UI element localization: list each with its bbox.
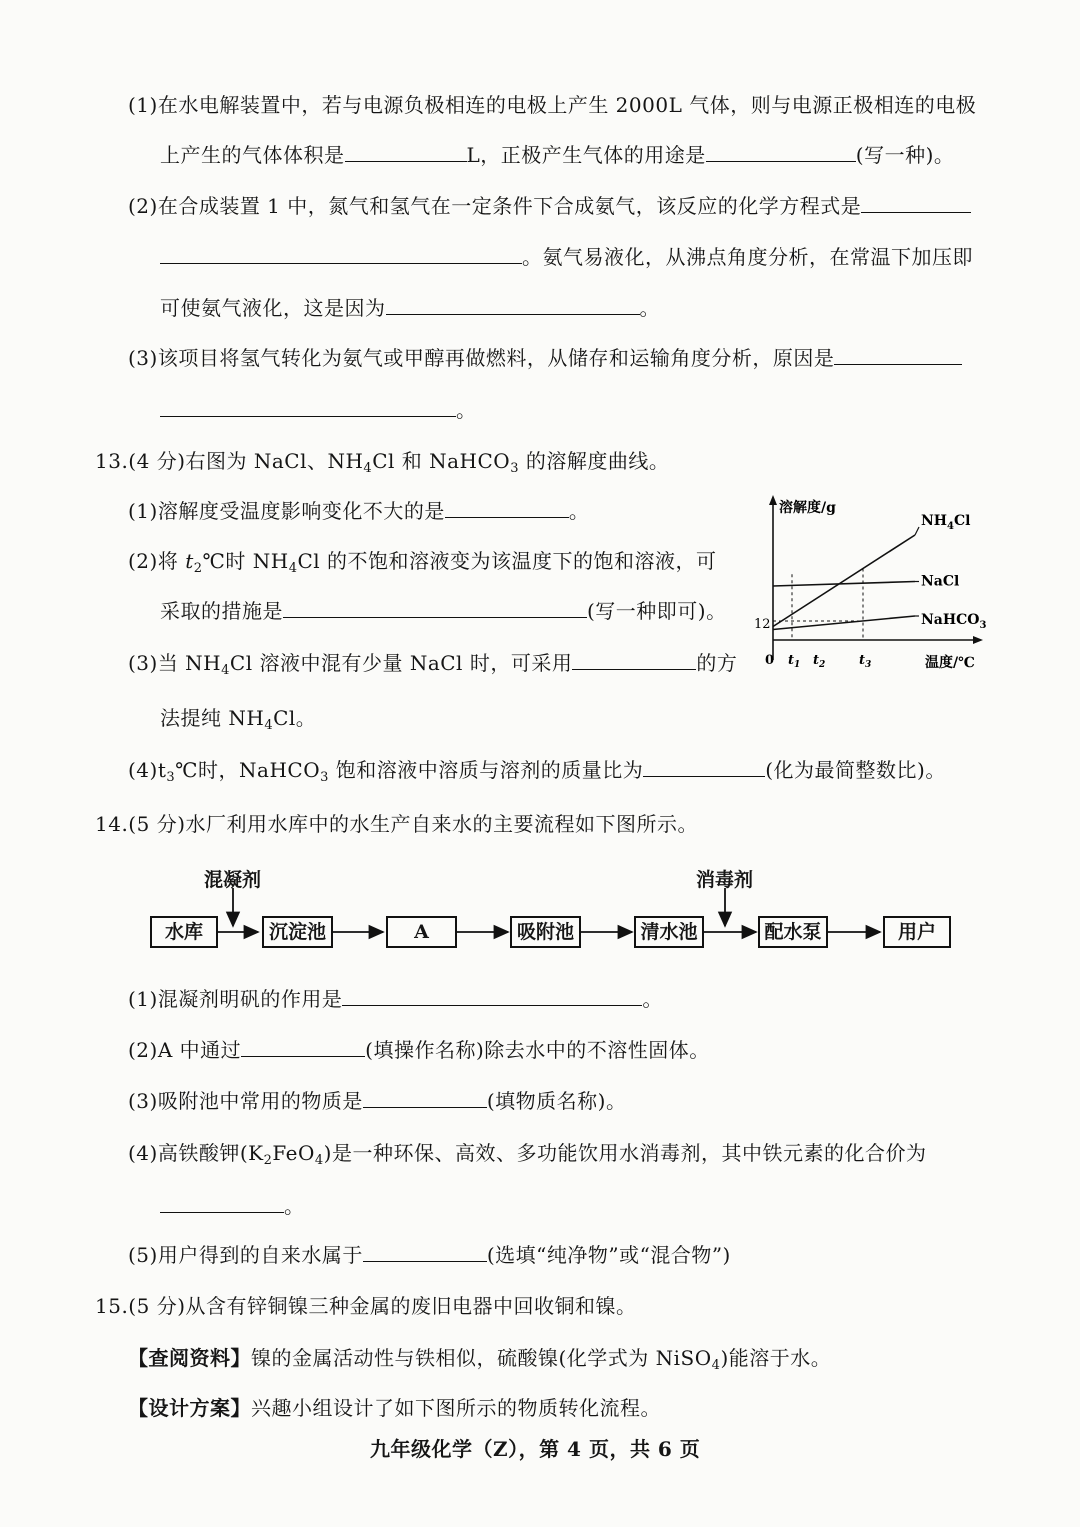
flow-box-pump: 配水泵 (758, 916, 828, 948)
q12-part1-line2: 上产生的气体体积是 L，正极产生气体的用途是 (写一种)。 (160, 143, 955, 167)
y-tick-12: 12 (754, 617, 771, 632)
q14-part2: (2)A 中通过 (填操作名称)除去水中的不溶性固体。 (128, 1038, 710, 1062)
q13-part3-line1: (3)当 $NH_4Cl$ 溶液中混有少量 NaCl 时，可采用 的方 (128, 651, 738, 678)
coagulant-label: 混凝剂 (204, 869, 262, 891)
q14-part5: (5)用户得到的自来水属于 (选填“纯净物”或“混合物”) (128, 1243, 731, 1267)
flow-box-adsorption: 吸附池 (510, 916, 581, 948)
q13-stem: 13.(4 分)右图为 NaCl、$NH_4Cl$ 和 NaHCO$_3$ 的溶解度曲线。 (95, 449, 670, 476)
series-label-nacl: NaCl (921, 573, 960, 590)
q12-part2-line1: (2)在合成装置 1 中，氮气和氢气在一定条件下合成氨气，该反应的化学方程式是 (128, 193, 971, 219)
flow-box-a: A (386, 916, 457, 948)
q12-part2-line3: 可使氨气液化，这是因为 。 (160, 296, 660, 320)
q14-part4-line1: (4)高铁酸钾$(K_2FeO_4)$是一种环保、高效、多功能饮用水消毒剂，其中铁元素的化合价为 (128, 1141, 927, 1168)
q12-part2-line2: 。氨气易液化，从沸点角度分析，在常温下加压即 (160, 244, 973, 270)
answer-blank[interactable] (342, 987, 642, 1006)
answer-blank[interactable] (241, 1038, 365, 1057)
q15-info: 【查阅资料】镍的金属活动性与铁相似，硫酸镍(化学式为 NiSO$_4$)能溶于水。 (128, 1346, 832, 1373)
flow-box-sedimentation: 沉淀池 (262, 916, 333, 948)
q15-stem: 15.(5 分)从含有锌铜镍三种金属的废旧电器中回收铜和镍。 (95, 1294, 637, 1318)
x-tick-t3: $t_3$ (859, 653, 872, 670)
series-label-nahco3: NaHCO$_3$ (921, 612, 987, 631)
q14-part4-line2: 。 (160, 1193, 305, 1219)
disinfectant-label: 消毒剂 (696, 869, 754, 891)
page-footer: 九年级化学（Z），第 4 页，共 6 页 (370, 1437, 701, 1461)
q14-part3: (3)吸附池中常用的物质是 (填物质名称)。 (128, 1089, 627, 1113)
q13-part2-line1: (2)将 $t_2℃$时 $NH_4Cl$ 的不饱和溶液变为该温度下的饱和溶液，可 (128, 549, 717, 576)
answer-blank[interactable] (363, 1243, 487, 1262)
flow-box-reservoir: 水库 (150, 916, 218, 948)
q12-part3-line1: (3)该项目将氢气转化为氨气或甲醇再做燃料，从储存和运输角度分析，原因是 (128, 345, 962, 371)
x-tick-t1: $t_1$ (788, 653, 801, 670)
flow-box-clear-water: 清水池 (634, 916, 704, 948)
q13-part1: (1)溶解度受温度影响变化不大的是 。 (128, 499, 590, 523)
x-axis-label: 温度/℃ (925, 655, 975, 671)
q13-part4: $(4)t_3℃$时，NaHCO$_3$ 饱和溶液中溶质与溶剂的质量比为 (化为最简整数比)。 (128, 758, 946, 785)
q13-part3-line2: 法提纯 $NH_4Cl$。 (160, 706, 317, 733)
q12-part3-line2: 。 (160, 397, 477, 423)
origin-label: 0 (765, 653, 775, 668)
series-label-nh4cl: $NH_4Cl$ (921, 513, 971, 532)
q12-part1-line1: (1)在水电解装置中，若与电源负极相连的电极上产生 2000L 气体，则与电源正极相连的电极 (128, 93, 977, 117)
answer-blank[interactable] (160, 1194, 284, 1213)
q15-design: 【设计方案】兴趣小组设计了如下图所示的物质转化流程。 (128, 1396, 661, 1420)
q14-stem: 14.(5 分)水厂利用水库中的水生产自来水的主要流程如下图所示。 (95, 812, 698, 836)
q13-part2-line2: 采取的措施是 (写一种即可)。 (160, 599, 727, 623)
x-tick-t2: $t_2$ (813, 653, 826, 670)
flow-box-user: 用户 (883, 916, 951, 948)
q14-part1: (1)混凝剂明矾的作用是 。 (128, 987, 663, 1011)
answer-blank[interactable] (363, 1089, 487, 1108)
y-axis-label: 溶解度/g (779, 500, 836, 516)
